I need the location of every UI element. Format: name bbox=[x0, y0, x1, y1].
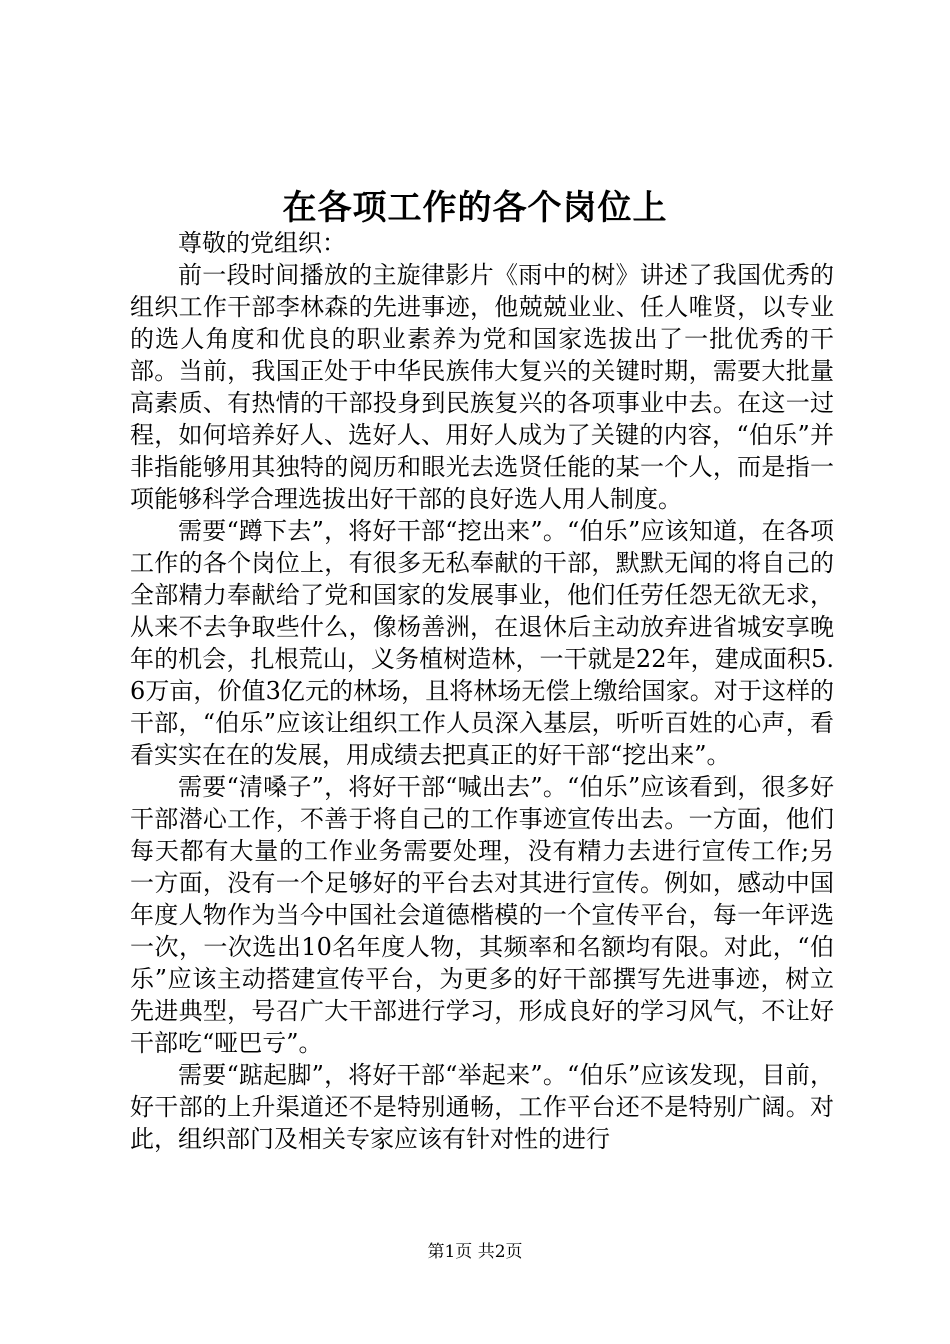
salutation: 尊敬的党组织： bbox=[178, 229, 346, 257]
document-body bbox=[130, 227, 834, 1155]
page-footer: 第1页 共2页 bbox=[427, 1242, 523, 1262]
paragraph: 需要“清嗓子”，将好干部“喊出去”。“伯乐”应该看到，很多好干部潜心工作，不善于将自己的工作事迹宣传出去。一方面，他们每天都有大量的工作业务需要处理，没有精力去进行宣传工作;另一方面，没有一个足够好的平台去对其进行宣传。例如，感动中国年度人物作为当今中国社会道德楷模的一个宣传平台，每一年评选一次，一次选出10名年度人物，其频率和名额均有限。对此，“伯乐”应该主动搭建宣传平台，为更多的好干部撰写先进事迹，树立先进典型，号召广大干部进行学习，形成良好的学习风气，不让好干部吃“哑巴亏”。 bbox=[130, 773, 834, 1057]
document-title: 在各项工作的各个岗位上 bbox=[282, 188, 668, 228]
paragraph: 需要“踮起脚”，将好干部“举起来”。“伯乐”应该发现，目前，好干部的上升渠道还不是特别通畅，工作平台还不是特别广阔。对此，组织部门及相关专家应该有针对性的进行 bbox=[130, 1061, 834, 1153]
paragraph: 需要“蹲下去”，将好干部“挖出来”。“伯乐”应该知道，在各项工作的各个岗位上，有很多无私奉献的干部，默默无闻的将自己的全部精力奉献给了党和国家的发展事业，他们任劳任怨无欲无求，从来不去争取些什么，像杨善洲，在退休后主动放弃进省城安享晚年的机会，扎根荒山，义务植树造林，一干就是22年，建成面积5.6万亩，价值3亿元的林场，且将林场无偿上缴给国家。对于这样的干部，“伯乐”应该让组织工作人员深入基层，听听百姓的心声，看看实实在在的发展，用成绩去把真正的好干部“挖出来”。 bbox=[130, 517, 834, 769]
paragraph: 前一段时间播放的主旋律影片《雨中的树》讲述了我国优秀的组织工作干部李林森的先进事迹，他兢兢业业、任人唯贤，以专业的选人角度和优良的职业素养为党和国家选拔出了一批优秀的干部。当前，我国正处于中华民族伟大复兴的关键时期，需要大批量高素质、有热情的干部投身到民族复兴的各项事业中去。在这一过程，如何培养好人、选好人、用好人成为了关键的内容，“伯乐”并非指能够用其独特的阅历和眼光去选贤任能的某一个人，而是指一项能够科学合理选拔出好干部的良好选人用人制度。 bbox=[130, 261, 834, 513]
